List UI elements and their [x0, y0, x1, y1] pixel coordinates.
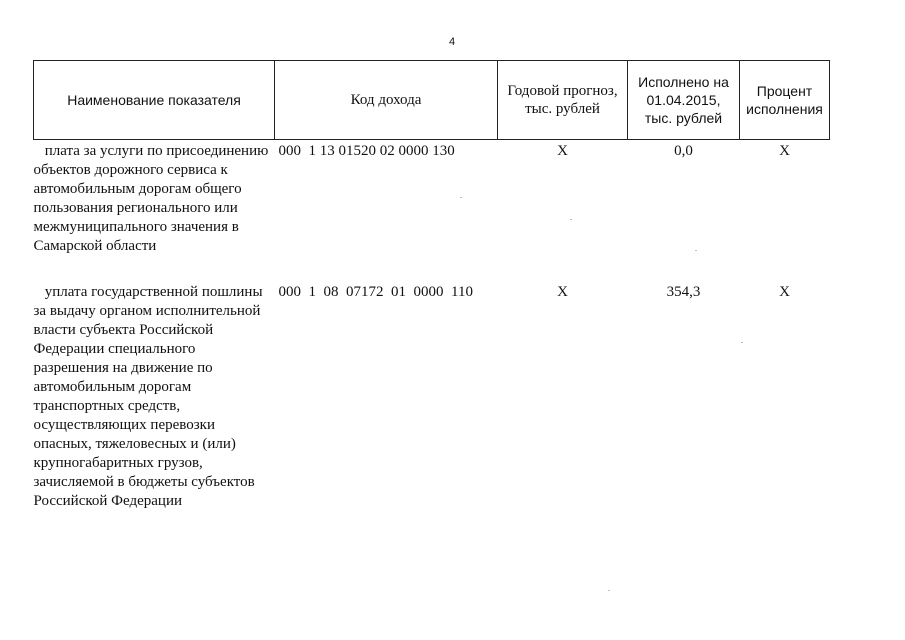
- scan-speck: [695, 250, 697, 251]
- scan-speck: [741, 342, 743, 343]
- scan-speck: [608, 590, 610, 591]
- percent-cell: Х: [779, 284, 790, 300]
- indicator-name: уплата государственной пошлины за выдачу органом исполнительной власти субъекта Российской Федерации специального разрешения на движение по автомобильным дорогам транспортных средств, осуществляющих перевозки опасных, тяжеловесных и (или) крупногабаритных грузов, зачисляемой в бюджеты субъектов Российской Федерации: [33, 284, 267, 509]
- indicator-name: плата за услуги по присоединению объектов дорожного сервиса к автомобильным дорогам общего пользования регионального или межмуниципального значения в Самарской области: [33, 143, 273, 254]
- scan-speck: [570, 219, 572, 220]
- header-annual-forecast: Годовой прогноз, тыс. рублей: [498, 61, 628, 140]
- forecast-cell: Х: [557, 143, 568, 159]
- revenue-table: [33, 60, 830, 511]
- table-header-row: [34, 61, 830, 140]
- executed-cell: 354,3: [666, 284, 701, 300]
- table-row: [34, 277, 830, 511]
- header-revenue-code: Код дохода: [275, 61, 498, 140]
- percent-cell: Х: [779, 143, 790, 159]
- header-execution-percent: Процент исполнения: [740, 61, 830, 140]
- revenue-code-cell: 000 1 08 07172 01 0000 110: [278, 284, 473, 300]
- table-row: [34, 140, 830, 278]
- indicator-name-cell: [34, 277, 275, 511]
- header-indicator-name: Наименование показателя: [34, 61, 275, 140]
- header-executed: Исполнено на 01.04.2015, тыс. рублей: [628, 61, 740, 140]
- page-number: 4: [448, 36, 456, 48]
- scan-speck: [460, 197, 462, 198]
- revenue-code-cell: 000 1 13 01520 02 0000 130: [278, 143, 455, 159]
- executed-cell: 0,0: [674, 143, 693, 159]
- forecast-cell: Х: [557, 284, 568, 300]
- indicator-name-cell: [34, 140, 275, 278]
